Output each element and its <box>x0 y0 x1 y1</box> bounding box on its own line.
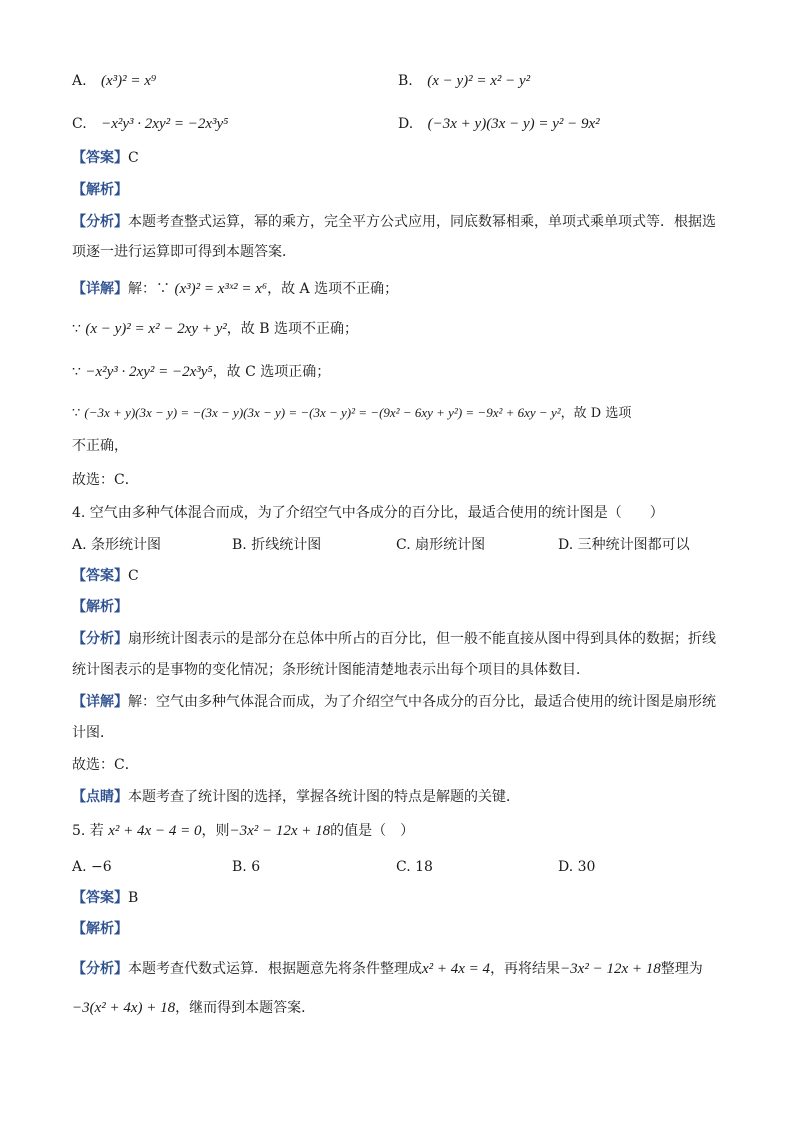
q3-option-b <box>398 70 530 92</box>
q3-step-b <box>72 318 358 340</box>
q4-dianjing <box>72 786 520 808</box>
step-expr: −x²y³ · 2xy² = −2x³y⁵ <box>85 364 213 380</box>
q5-fenxi-line2 <box>72 997 315 1019</box>
q4-analysis-heading <box>72 596 128 618</box>
fenxi-tag: 【分析】 <box>72 631 128 647</box>
xiangjie-expr: (x³)² = x³ˣ² = x⁶ <box>174 281 268 297</box>
q5-analysis-heading <box>72 918 128 940</box>
q3-analysis-heading <box>72 179 128 201</box>
stem-expr1: x² + 4x − 4 = 0 <box>108 823 202 839</box>
answer-value: B <box>128 890 139 906</box>
q3-option-a <box>72 70 156 92</box>
q4-option-c: C. 扇形统计图 <box>396 537 486 553</box>
analysis-tag: 【解析】 <box>72 921 128 937</box>
fenxi-text: 本题考查整式运算，幂的乘方，完全平方公式应用，同底数幂相乘，单项式乘单项式等．根据选 <box>128 214 716 230</box>
option-expr: (−3x + y)(3x − y) = y² − 9x² <box>427 116 600 132</box>
answer-tag: 【答案】 <box>72 568 128 584</box>
q4-fenxi-line1 <box>72 628 716 650</box>
option-expr: −x²y³ · 2xy² = −2x³y⁵ <box>101 116 229 132</box>
step-suffix: ，故 D 选项 <box>560 406 632 421</box>
q4-xiangjie-line2: 计图． <box>72 725 114 741</box>
because-symbol: ∵ <box>72 406 81 421</box>
fenxi-text: 扇形统计图表示的是部分在总体中所占的百分比，但一般不能直接从图中得到具体的数据；折线 <box>128 631 716 647</box>
q5-fenxi-line1 <box>72 958 703 980</box>
because-symbol: ∵ <box>72 364 81 380</box>
option-expr: (x³)² = x⁹ <box>101 73 157 89</box>
q4-fenxi-line2: 统计图表示的是事物的变化情况；条形统计图能清楚地表示出每个项目的具体数目． <box>72 662 590 678</box>
step-suffix: ，故 B 选项不正确； <box>226 321 358 337</box>
answer-value: C <box>128 150 139 166</box>
stem-prefix: 5. 若 <box>72 823 104 839</box>
q5-option-c: C. 18 <box>396 859 433 875</box>
q4-stem: 4. 空气由多种气体混合而成，为了介绍空气中各成分的百分比，最适合使用的统计图是（ ） <box>72 505 664 521</box>
dianjing-text: 本题考查了统计图的选择，掌握各统计图的特点是解题的关键． <box>128 789 520 805</box>
q4-option-b: B. 折线统计图 <box>232 537 322 553</box>
q5-option-b: B. 6 <box>232 859 261 875</box>
answer-value: C <box>128 568 139 584</box>
q3-fenxi-line2: 项逐一进行运算即可得到本题答案． <box>72 244 296 260</box>
because-symbol: ∵ <box>72 321 81 337</box>
fenxi-text3: 整理为 <box>660 961 703 977</box>
option-label: C. <box>72 116 87 132</box>
q3-step-c <box>72 361 330 383</box>
q4-option-d: D. 三种统计图都可以 <box>558 537 690 553</box>
xiangjie-prefix: 解：∵ <box>128 281 170 297</box>
q3-step-d-cont: 不正确， <box>72 438 128 454</box>
option-label: A. <box>72 73 87 89</box>
q5-answer <box>72 887 138 909</box>
fenxi-tag: 【分析】 <box>72 961 128 977</box>
q3-xiangjie-line <box>72 278 398 300</box>
xiangjie-suffix: ，故 A 选项不正确； <box>267 281 399 297</box>
option-expr: (x − y)² = x² − y² <box>427 73 531 89</box>
q5-stem <box>72 820 414 842</box>
q4-answer <box>72 565 139 587</box>
step-suffix: ，故 C 选项正确； <box>212 364 331 380</box>
q3-option-d <box>398 113 600 135</box>
fenxi-line2-expr: −3(x² + 4x) + 18 <box>72 1000 176 1016</box>
dianjing-tag: 【点睛】 <box>72 789 128 805</box>
q5-option-d: D. 30 <box>558 859 596 875</box>
q4-xiangjie-line1 <box>72 691 716 713</box>
fenxi-line2-text: ，继而得到本题答案． <box>175 1000 316 1016</box>
q3-option-c <box>72 113 228 135</box>
q4-option-a: A. 条形统计图 <box>72 537 162 553</box>
q3-fenxi-line1 <box>72 211 716 233</box>
fenxi-expr1: x² + 4x = 4 <box>422 961 491 977</box>
analysis-tag: 【解析】 <box>72 182 128 198</box>
step-expr: (x − y)² = x² − 2xy + y² <box>85 321 227 337</box>
option-label: D. <box>398 116 414 132</box>
step-expr: (−3x + y)(3x − y) = −(3x − y)(3x − y) = −(3x − y)² = −(9x² − 6xy + y²) = −9x² + 6xy − y² <box>84 405 561 420</box>
answer-tag: 【答案】 <box>72 890 128 906</box>
answer-tag: 【答案】 <box>72 150 128 166</box>
option-label: B. <box>398 73 413 89</box>
xiangjie-text: 解：空气由多种气体混合而成，为了介绍空气中各成分的百分比，最适合使用的统计图是扇形统 <box>128 694 716 710</box>
xiangjie-tag: 【详解】 <box>72 281 128 297</box>
xiangjie-tag: 【详解】 <box>72 694 128 710</box>
q3-answer <box>72 147 139 169</box>
analysis-tag: 【解析】 <box>72 599 128 615</box>
stem-mid: ，则 <box>201 823 230 839</box>
q4-choose: 故选：C． <box>72 757 139 773</box>
fenxi-text2: ，再将结果 <box>490 961 561 977</box>
stem-suffix: 的值是（ ） <box>330 823 415 839</box>
fenxi-expr2: −3x² − 12x + 18 <box>560 961 661 977</box>
q5-option-a: A. −6 <box>72 859 112 875</box>
fenxi-tag: 【分析】 <box>72 214 128 230</box>
fenxi-text1: 本题考查代数式运算．根据题意先将条件整理成 <box>128 961 422 977</box>
q3-step-d <box>72 402 631 425</box>
stem-expr2: −3x² − 12x + 18 <box>229 823 331 839</box>
q3-choose: 故选：C． <box>72 472 139 488</box>
